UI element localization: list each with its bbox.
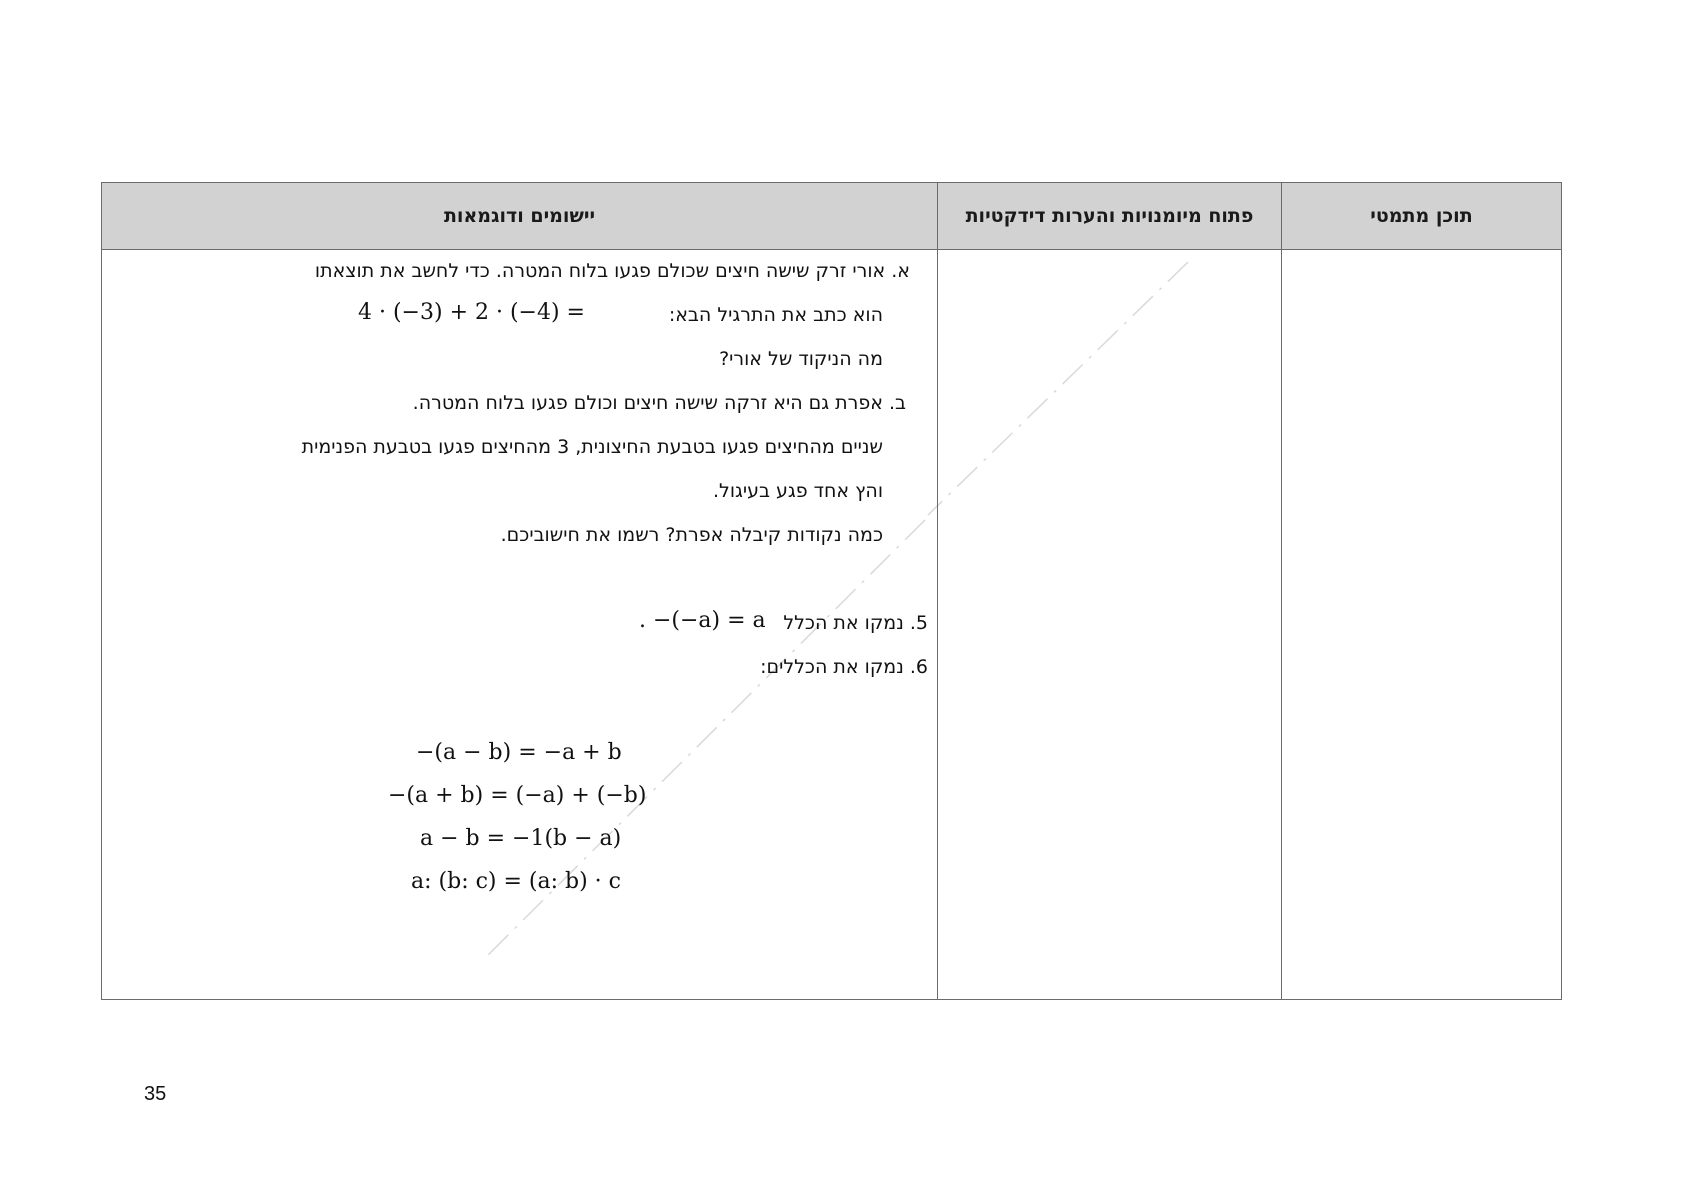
question-a-line-2: הוא כתב את התרגיל הבא: [668,304,883,326]
question-b-line-1: ב. אפרת גם היא זרקה שישה חיצים וכולם פגעו בלוח המטרה. [412,392,906,414]
header-skills-notes: פתוח מיומנויות והערות דידקטיות [938,183,1282,250]
table-header-row [102,183,1562,250]
question-5-text: 5. נמקו את הכלל [783,612,928,634]
rule-3: a − b = −1(b − a) [420,826,622,851]
question-a-expression: 4 · (−3) + 2 · (−4) = [358,300,585,325]
question-a-line-3: מה הניקוד של אורי? [719,348,883,370]
page-number: 35 [144,1083,167,1105]
applications-cell [102,250,938,1000]
skills-notes-cell [938,250,1282,1000]
curriculum-table [101,182,1562,1000]
rule-2: −(a + b) = (−a) + (−b) [388,783,647,808]
question-a-line-1: א. אורי זרק שישה חיצים שכולם פגעו בלוח המטרה. כדי לחשב את תוצאתו [314,260,910,282]
math-content-cell [1282,250,1562,1000]
rule-4: a: (b: c) = (a: b) · c [411,869,621,894]
question-b-line-4: כמה נקודות קיבלה אפרת? רשמו את חישוביכם. [500,524,883,546]
question-b-line-3: והץ אחד פגע בעיגול. [712,480,883,502]
rule-1: −(a − b) = −a + b [416,740,622,765]
header-math-content: תוכן מתמטי [1282,183,1562,250]
table-row [102,250,1562,1000]
question-5-rule: . −(−a) = a [639,608,766,633]
question-6-text: 6. נמקו את הכללים: [760,656,928,678]
header-applications-examples: יישומים ודוגמאות [102,183,938,250]
question-b-line-2: שניים מהחיצים פגעו בטבעת החיצונית, 3 מהחיצים פגעו בטבעת הפנימית [301,436,883,458]
